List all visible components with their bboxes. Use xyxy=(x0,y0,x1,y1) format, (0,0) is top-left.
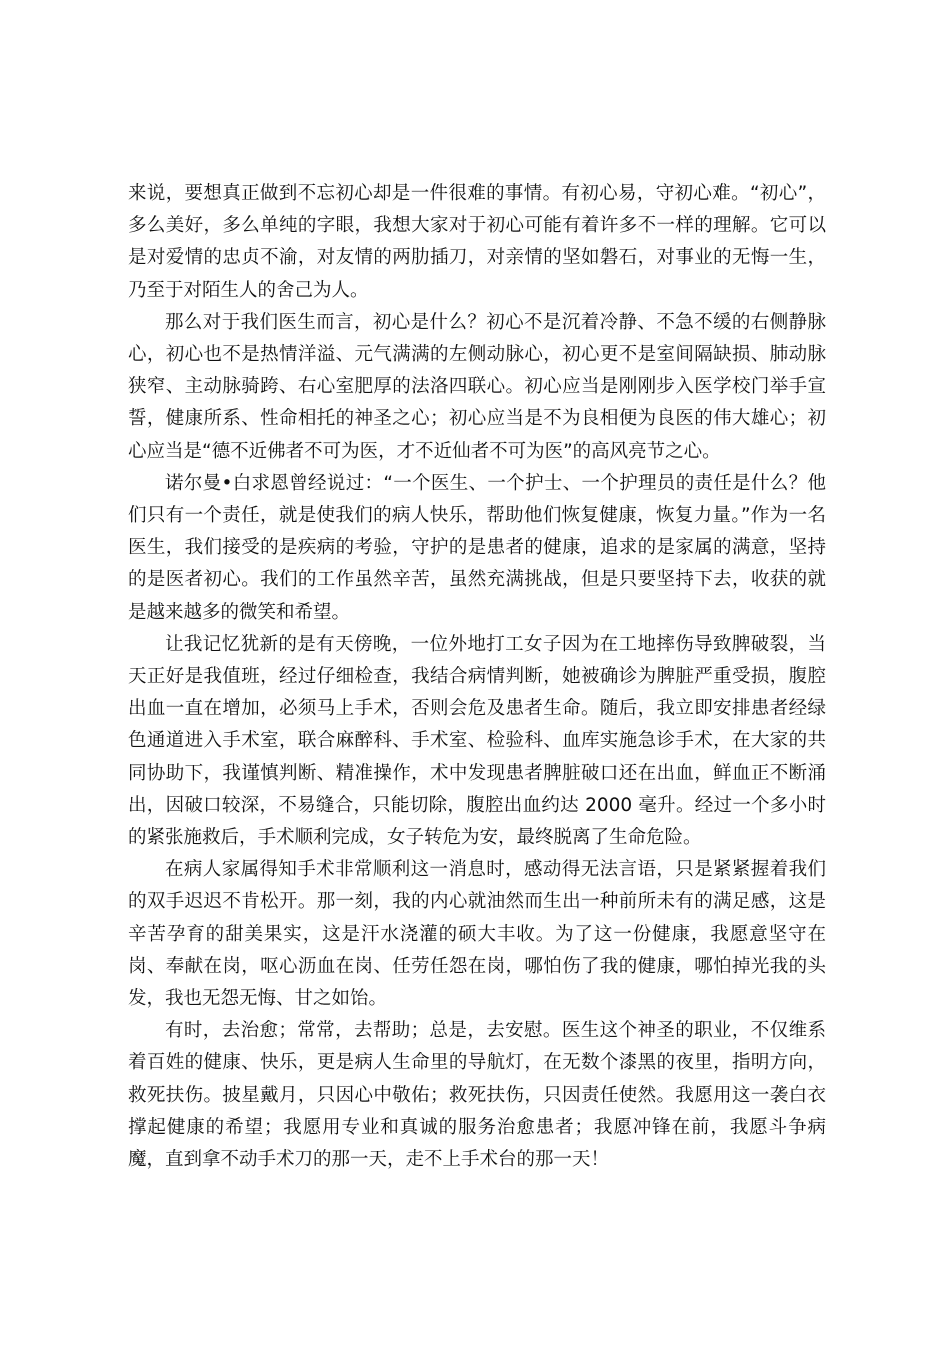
body-text xyxy=(128,178,826,1176)
paragraph-4: 让我记忆犹新的是有天傍晚，一位外地打工女子因为在工地摔伤导致脾破裂，当天正好是我值班，经过仔细检查，我结合病情判断，她被确诊为脾脏严重受损，腹腔出血一直在增加，必须马上手术，否则会危及患者生命。随后，我立即安排患者经绿色通道进入手术室，联合麻醉科、手术室、检验科、血库实施急诊手术，在大家的共同协助下，我谨慎判断、精准操作，术中发现患者脾脏破口还在出血，鲜血正不断涌出，因破口较深，不易缝合，只能切除，腹腔出血约达 2000 毫升。经过一个多小时的紧张施救后，手术顺利完成，女子转危为安，最终脱离了生命危险。 xyxy=(128,633,826,849)
paragraph-6: 有时，去治愈；常常，去帮助；总是，去安慰。医生这个神圣的职业，不仅维系着百姓的健康、快乐，更是病人生命里的导航灯，在无数个漆黑的夜里，指明方向，救死扶伤。披星戴月，只因心中敬佑；救死扶伤，只因责任使然。我愿用这一袭白衣撑起健康的希望；我愿用专业和真诚的服务治愈患者；我愿冲锋在前，我愿斗争病魔，直到拿不动手术刀的那一天，走不上手术台的那一天！ xyxy=(128,1020,826,1171)
paragraph-2: 那么对于我们医生而言，初心是什么？初心不是沉着冷静、不急不缓的右侧静脉心，初心也不是热情洋溢、元气满满的左侧动脉心，初心更不是室间隔缺损、肺动脉狭窄、主动脉骑跨、右心室肥厚的法洛四联心。初心应当是刚刚步入医学校门举手宣誓，健康所系、性命相托的神圣之心；初心应当是不为良相便为良医的伟大雄心；初心应当是“德不近佛者不可为医，才不近仙者不可为医”的高风亮节之心。 xyxy=(128,311,826,462)
paragraph-1: 来说，要想真正做到不忘初心却是一件很难的事情。有初心易，守初心难。“初心”，多么美好，多么单纯的字眼，我想大家对于初心可能有着许多不一样的理解。它可以是对爱情的忠贞不渝，对友情的两肋插刀，对亲情的坚如磐石，对事业的无悔一生，乃至于对陌生人的舍己为人。 xyxy=(128,183,826,301)
paragraph-3: 诺尔曼•白求恩曾经说过：“一个医生、一个护士、一个护理员的责任是什么？他们只有一个责任，就是使我们的病人快乐，帮助他们恢复健康，恢复力量。”作为一名医生，我们接受的是疾病的考验，守护的是患者的健康，追求的是家属的满意，坚持的是医者初心。我们的工作虽然辛苦，虽然充满挑战，但是只要坚持下去，收获的就是越来越多的微笑和希望。 xyxy=(128,472,826,623)
paragraph-5: 在病人家属得知手术非常顺利这一消息时，感动得无法言语，只是紧紧握着我们的双手迟迟不肯松开。那一刻，我的内心就油然而生出一种前所未有的满足感，这是辛苦孕育的甜美果实，这是汗水浇灌的硕大丰收。为了这一份健康，我愿意坚守在岗、奉献在岗，呕心沥血在岗、任劳任怨在岗，哪怕伤了我的健康，哪怕掉光我的头发，我也无怨无悔、甘之如饴。 xyxy=(128,859,826,1010)
